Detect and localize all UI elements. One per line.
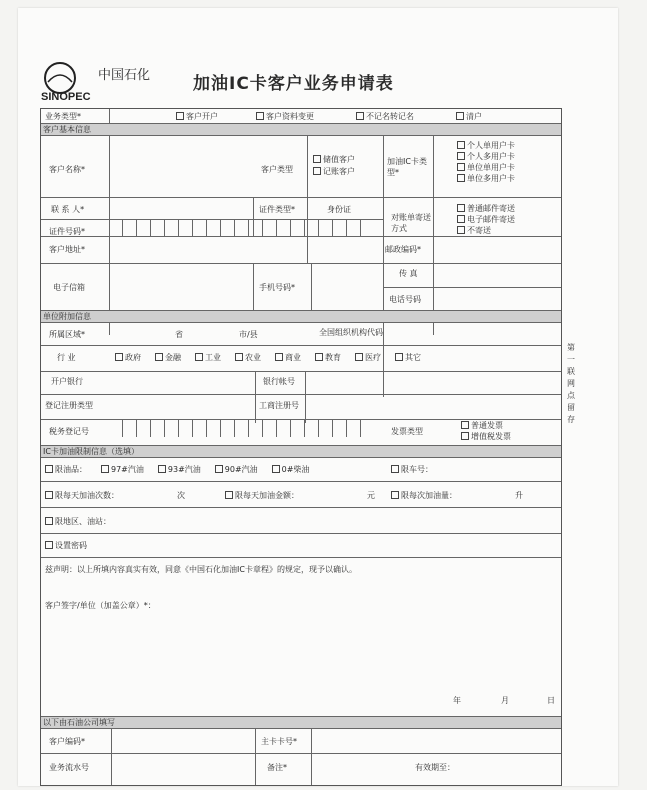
postcode-label: 邮政编码* (385, 245, 421, 254)
business-type-label: 业务类型* (45, 112, 81, 121)
invoice-label: 发票类型 (391, 427, 423, 436)
contact-label: 联 系 人* (51, 205, 85, 214)
tax-number-boxes[interactable] (109, 420, 361, 437)
id-type-label: 证件类型* (259, 205, 295, 214)
statement-label: 对账单寄送方式 (391, 213, 431, 233)
card-type-label: 加油IC卡类 型* (387, 157, 427, 177)
unit-liter: 升 (515, 491, 523, 500)
opt-open[interactable]: 客户开户 (176, 112, 218, 123)
customer-type-label: 客户类型 (261, 165, 293, 174)
date-year: 年 (453, 696, 461, 705)
side-copy-note: 第一联 网点留存 (567, 343, 575, 424)
form-title: 加油IC卡客户业务申请表 (193, 74, 394, 94)
remark-label: 备注* (267, 763, 287, 772)
date-day: 日 (547, 696, 555, 705)
org-code-label: 全国组织机构代码 (319, 328, 383, 337)
id-type-value: 身份证 (327, 205, 351, 214)
email-label: 电子信箱 (53, 283, 85, 292)
region-label: 所属区域* (49, 330, 85, 339)
cust-code-label: 客户编码* (49, 737, 85, 746)
stmt-opt-2[interactable]: 电子邮件寄送 (457, 215, 515, 226)
ic-row-fuel[interactable]: 限油品： 97#汽油 93#汽油 90#汽油 0#柴油 (45, 465, 309, 476)
tax-label: 税务登记号 (49, 427, 89, 436)
bank-label: 开户银行 (51, 377, 83, 386)
ic-per-volume[interactable]: 限每次加油量： (391, 491, 457, 502)
city-label: 市/县 (239, 330, 258, 339)
ic-daily-amount[interactable]: 限每天加油金额： (225, 491, 299, 502)
card-opt-4[interactable]: 单位多用户卡 (457, 174, 515, 185)
opt-change[interactable]: 客户资料变更 (256, 112, 314, 123)
opt-stored[interactable]: 储值客户 (313, 155, 355, 166)
card-opt-3[interactable]: 单位单用户卡 (457, 163, 515, 174)
id-number-boxes[interactable] (109, 219, 361, 236)
serial-label: 业务流水号 (49, 763, 89, 772)
invoice-opt-1[interactable]: 普通发票 (461, 421, 503, 432)
sinopec-logo (40, 60, 100, 102)
ic-region[interactable]: 限地区、油站： (45, 517, 111, 528)
section-basic: 客户基本信息 (41, 124, 561, 135)
mobile-label: 手机号码* (259, 283, 295, 292)
opt-close[interactable]: 清户 (456, 112, 482, 123)
account-label: 银行帐号 (263, 377, 295, 386)
fax-label: 传 真 (399, 269, 418, 278)
section-company: 以下由石油公司填写 (41, 717, 561, 728)
date-month: 月 (501, 696, 509, 705)
declaration-text: 兹声明：以上所填内容真实有效，同意《中国石化加油IC卡章程》的规定，现予以确认。 (45, 565, 357, 574)
reg-type-label: 登记注册类型 (45, 401, 93, 410)
org-name: 中国石化 (98, 68, 151, 83)
industry-label: 行 业 (57, 353, 76, 362)
id-number-label: 证件号码* (49, 227, 85, 236)
opt-convert[interactable]: 不记名转记名 (356, 112, 414, 123)
opt-account[interactable]: 记账客户 (313, 167, 355, 178)
stmt-opt-1[interactable]: 普通邮件寄送 (457, 204, 515, 215)
ic-daily-count[interactable]: 限每天加油次数： (45, 491, 119, 502)
signature-label: 客户签字/单位（加盖公章）*： (45, 601, 156, 610)
ic-plate[interactable]: 限车号： (391, 465, 433, 476)
biz-reg-label: 工商注册号 (259, 401, 299, 410)
card-opt-2[interactable]: 个人多用户卡 (457, 152, 515, 163)
unit-yuan: 元 (367, 491, 375, 500)
unit-times: 次 (177, 491, 185, 500)
card-opt-1[interactable]: 个人单用户卡 (457, 141, 515, 152)
application-form (40, 108, 562, 786)
ic-password[interactable]: 设置密码 (45, 541, 87, 552)
phone-label: 电话号码 (389, 295, 421, 304)
invoice-opt-2[interactable]: 增值税发票 (461, 432, 511, 443)
stmt-opt-3[interactable]: 不寄送 (457, 226, 491, 237)
main-card-label: 主卡卡号* (261, 737, 297, 746)
valid-label: 有效期至： (415, 763, 455, 772)
section-unit: 单位附加信息 (41, 311, 561, 322)
address-label: 客户地址* (49, 245, 85, 254)
customer-name-label: 客户名称* (49, 165, 85, 174)
section-ic: IC卡加油限制信息（选填） (41, 446, 561, 457)
svg-text:SINOPEC: SINOPEC (41, 91, 91, 102)
province-label: 省 (175, 330, 183, 339)
industry-options[interactable]: 政府 金融 工业 农业 商业 教育 医疗 其它 (115, 353, 421, 364)
